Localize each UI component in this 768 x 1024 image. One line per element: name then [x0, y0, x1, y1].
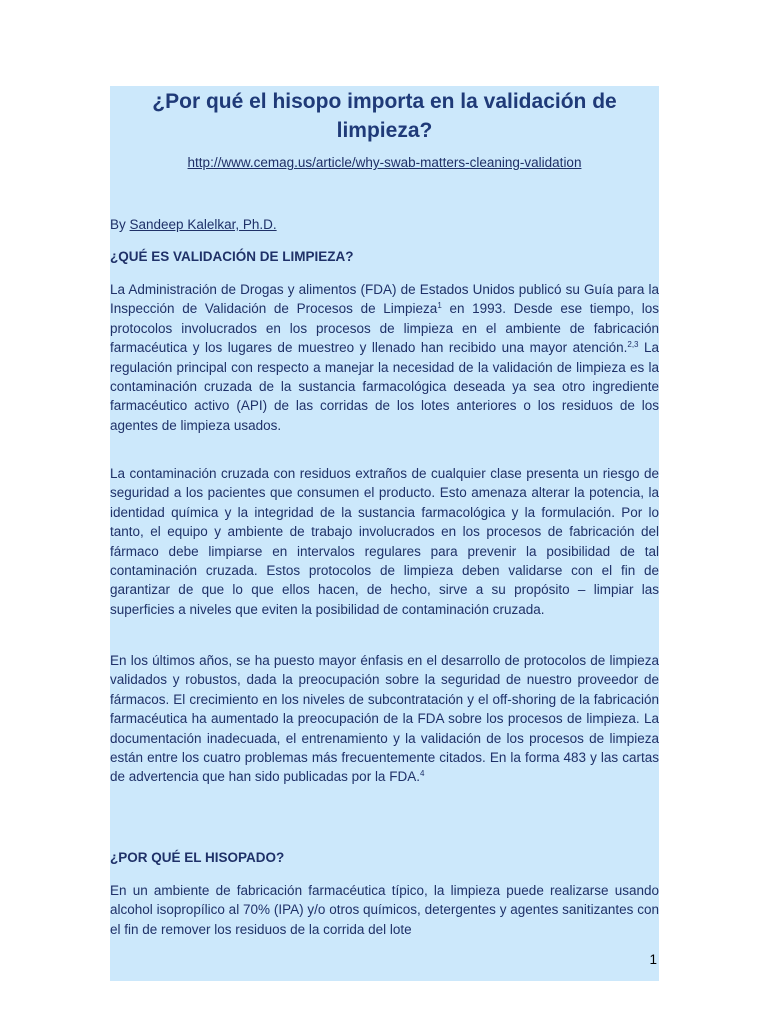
- page-number: 1: [649, 952, 657, 967]
- footnote-ref-4: 4: [419, 769, 425, 779]
- paragraph-3-text: En los últimos años, se ha puesto mayor énfasis en el desarrollo de protocolos de limpieza validados y robustos, dada la preocupación sobre la seguridad de nuestro proveedor de fármacos. El crecimiento en los niveles de subcontratación y el off-shoring de la fabricación farmacéutica ha aumentado la preocupación de la FDA sobre los procesos de limpieza. La documentación inadecuada, el entrenamiento y la validación de los procesos de limpieza están entre los cuatro problemas más frecuentemente citados. En la forma 483 y las cartas de advertencia que han sido publicadas por la FDA.: [110, 653, 659, 785]
- section-heading-why-swab: ¿POR QUÉ EL HISOPADO?: [110, 850, 285, 865]
- paragraph-1-part-a: La Administración de Drogas y alimentos (FDA) de Estados Unidos publicó su Guía para la Inspección de Validación de Procesos de Limpieza: [110, 282, 659, 317]
- document-title: ¿Por qué el hisopo importa en la validación de limpieza?: [152, 90, 617, 142]
- author-link[interactable]: Sandeep Kalelkar, Ph.D.: [129, 217, 277, 232]
- byline-prefix: By: [110, 217, 130, 232]
- footnote-ref-2-3: 2,3: [627, 340, 639, 350]
- footnote-ref-1: 1: [437, 301, 442, 311]
- paragraph-1-part-c: La regulación principal con respecto a manejar la necesidad de la validación de limpieza es la contaminación cruzada de la sustancia farmacológica deseada ya sea otro ingrediente farmacéutico activo (API) de las corridas de los lotes anteriores o los residuos de los agentes de limpieza usados.: [110, 340, 659, 433]
- document-page: [110, 86, 659, 981]
- paragraph-3: [110, 651, 659, 787]
- section-heading-what-is: ¿QUÉ ES VALIDACIÓN DE LIMPIEZA?: [110, 249, 354, 264]
- byline: [110, 217, 277, 232]
- source-url-link[interactable]: http://www.cemag.us/article/why-swab-matters-cleaning-validation: [187, 155, 582, 170]
- paragraph-1: [110, 280, 659, 435]
- paragraph-4: En un ambiente de fabricación farmacéutica típico, la limpieza puede realizarse usando alcohol isopropílico al 70% (IPA) y/o otros químicos, detergentes y agentes sanitizantes con el fin de remover los residuos de la corrida del lote: [110, 883, 659, 937]
- paragraph-2: La contaminación cruzada con residuos extraños de cualquier clase presenta un riesgo de seguridad a los pacientes que consumen el producto. Esto amenaza alterar la potencia, la identidad química y la integridad de la sustancia farmacológica y la formulación. Por lo tanto, el equipo y ambiente de trabajo involucrados en los procesos de fabricación del fármaco debe limpiarse en intervalos regulares para prevenir la posibilidad de tal contaminación cruzada. Estos protocolos de limpieza deben validarse con el fin de garantizar de que lo que ellos hacen, de hecho, sirve a su propósito – limpiar las superficies a niveles que eviten la posibilidad de contaminación cruzada.: [110, 466, 659, 617]
- paragraph-1-part-b: en 1993. Desde ese tiempo, los protocolos involucrados en los procesos de limpieza en el ambiente de fabricación farmacéutica y los lugares de muestreo y llenado han recibido una mayor atención.: [110, 301, 659, 356]
